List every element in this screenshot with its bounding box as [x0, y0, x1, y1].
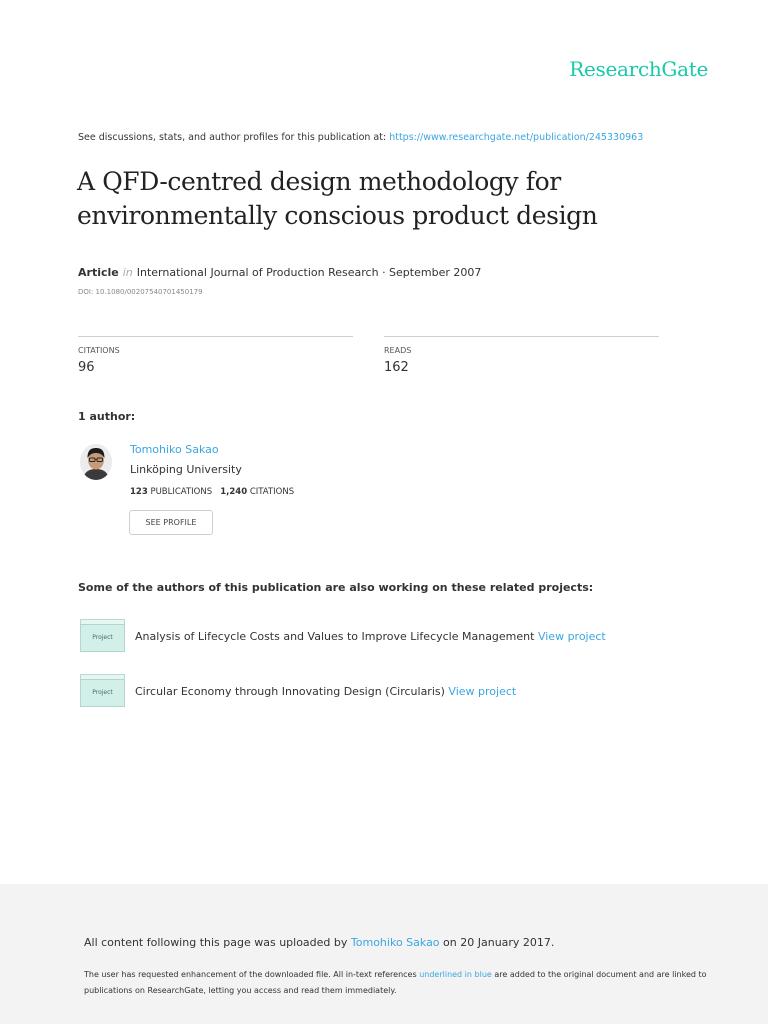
project-folder-icon	[80, 619, 125, 652]
view-project-link[interactable]: View project	[537, 630, 606, 643]
researchgate-logo[interactable]: ResearchGate	[569, 57, 708, 81]
publication-meta	[78, 266, 481, 279]
person-photo-icon	[80, 444, 112, 480]
reads-stat	[384, 336, 659, 375]
in-word: in	[122, 266, 133, 279]
upload-suffix: on 20 January 2017.	[439, 936, 555, 949]
uploader-link[interactable]: Tomohiko Sakao	[350, 936, 440, 949]
publication-title: A QFD-centred design methodology for environmentally conscious product design	[77, 167, 598, 230]
citations-value: 96	[78, 360, 95, 375]
project-item	[135, 685, 516, 698]
publication-doi: DOI: 10.1080/00207540701450179	[78, 288, 203, 296]
project-title: Circular Economy through Innovating Design (Circularis)	[135, 685, 445, 698]
related-projects-heading: Some of the authors of this publication are also working on these related projects:	[78, 581, 594, 594]
see-profile-button[interactable]: SEE PROFILE	[129, 510, 213, 535]
author-citations-count: 1,240	[220, 487, 248, 497]
author-institution: Linköping University	[130, 463, 242, 476]
project-icon-label: Project	[80, 679, 125, 707]
view-project-link[interactable]: View project	[448, 685, 517, 698]
note-part-2: are added to the original document and are linked to publications on ResearchGate, letting you access and read them immediately.	[84, 970, 707, 995]
footer	[0, 884, 768, 1024]
enhancement-note	[84, 967, 724, 999]
note-part-1: The user has requested enhancement of the downloaded file. All in-text references	[84, 970, 420, 979]
publication-url-link[interactable]: https://www.researchgate.net/publication/245330963	[389, 132, 644, 143]
publication-venue-date: International Journal of Production Research · September 2007	[136, 266, 482, 279]
author-citations-label: CITATIONS	[249, 487, 295, 497]
project-item	[135, 630, 606, 643]
publications-label: PUBLICATIONS	[150, 487, 213, 497]
project-icon-label: Project	[80, 624, 125, 652]
reads-value: 162	[384, 360, 409, 375]
discussion-prefix: See discussions, stats, and author profiles for this publication at:	[78, 132, 390, 143]
publication-type: Article	[78, 266, 119, 279]
project-title: Analysis of Lifecycle Costs and Values to Improve Lifecycle Management	[135, 630, 535, 643]
author-avatar[interactable]	[80, 444, 112, 480]
authors-heading: 1 author:	[78, 410, 136, 423]
citations-stat	[78, 336, 353, 375]
underlined-in-blue-link[interactable]: underlined in blue	[419, 970, 492, 979]
publications-count: 123	[130, 487, 148, 497]
citations-label: CITATIONS	[78, 346, 120, 355]
author-stats	[130, 487, 294, 497]
reads-label: READS	[384, 346, 412, 355]
upload-prefix: All content following this page was uploaded by	[84, 936, 351, 949]
upload-info	[84, 936, 554, 949]
author-name-link[interactable]: Tomohiko Sakao	[130, 443, 219, 456]
project-folder-icon	[80, 674, 125, 707]
discussion-line	[78, 132, 643, 143]
